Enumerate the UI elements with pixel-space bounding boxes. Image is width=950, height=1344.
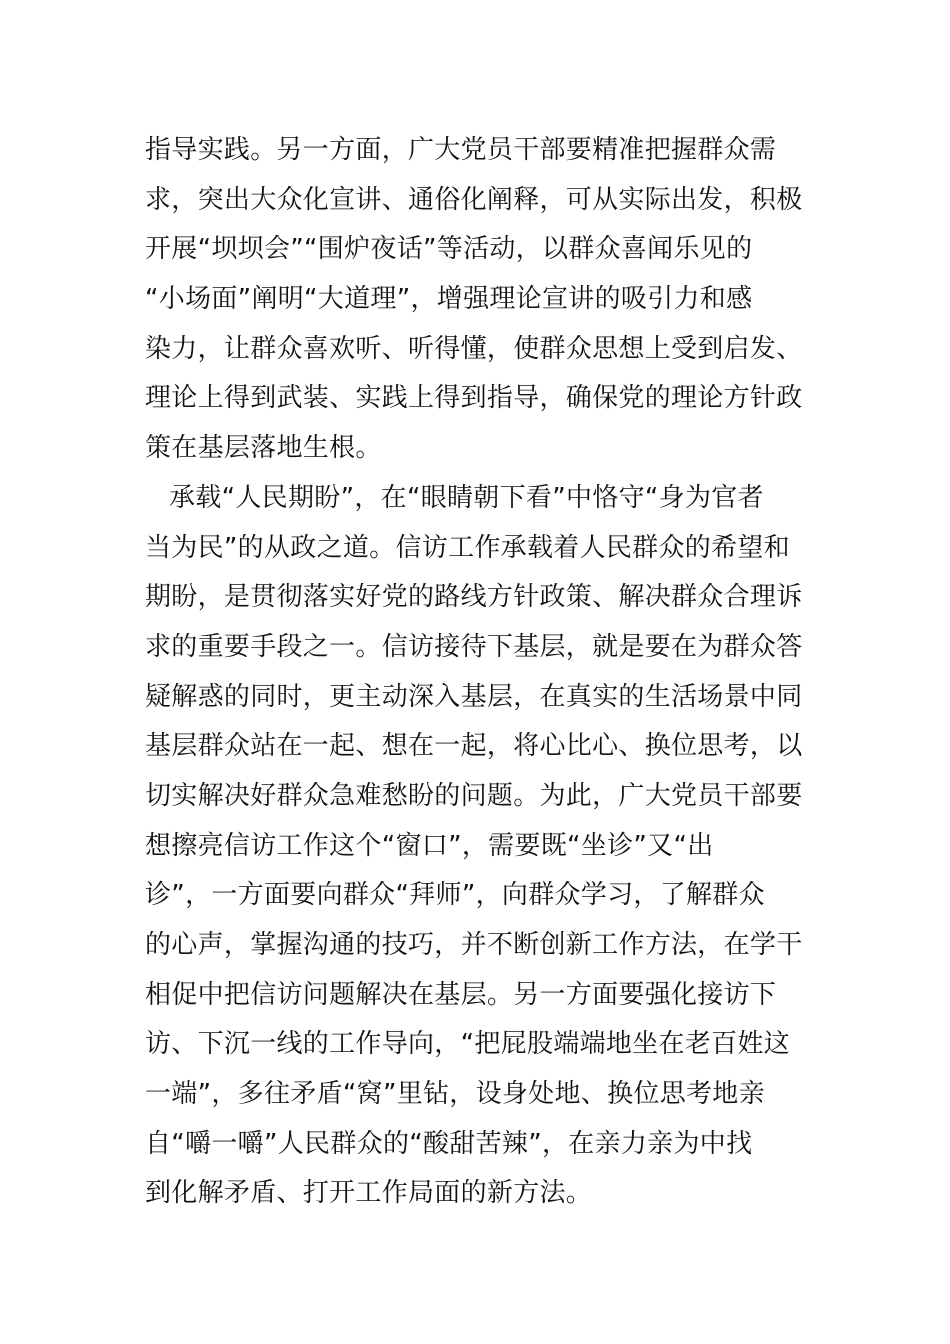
body-text (145, 126, 807, 1219)
text-line: 的心声，掌握沟通的技巧，并不断创新工作方法，在学干 (145, 930, 803, 960)
text-line: 理论上得到武装、实践上得到指导，确保党的理论方针政 (145, 383, 803, 414)
text-line: 想擦亮信访工作这个“窗口”，需要既“坐诊”又“出 (145, 830, 714, 861)
text-line: 求，突出大众化宣讲、通俗化阐释，可从实际出发，积极 (145, 184, 803, 215)
text-line: 诊”，一方面要向群众“拜师”，向群众学习，了解群众 (145, 880, 765, 911)
text-line: 策在基层落地生根。 (145, 433, 382, 464)
text-line: 指导实践。另一方面，广大党员干部要精准把握群众需 (145, 135, 777, 165)
text-line: 开展“坝坝会”“围炉夜话”等活动，以群众喜闻乐见的 (145, 234, 753, 265)
text-line: 访、下沉一线的工作导向，“把屁股端端地坐在老百姓这 (145, 1029, 790, 1060)
text-line: 疑解惑的同时，更主动深入基层，在真实的生活场景中同 (145, 681, 803, 712)
text-line: “小场面”阐明“大道理”，增强理论宣讲的吸引力和感 (145, 284, 753, 315)
text-line: 一端”，多往矛盾“窝”里钻，设身处地、换位思考地亲 (145, 1079, 765, 1110)
text-line: 基层群众站在一起、想在一起，将心比心、换位思考，以 (145, 731, 803, 762)
text-line: 相促中把信访问题解决在基层。另一方面要强化接访下 (145, 979, 777, 1010)
text-line: 承载“人民期盼”，在“眼睛朝下看”中恪守“身为官者 (169, 482, 764, 513)
text-line: 当为民”的从政之道。信访工作承载着人民群众的希望和 (145, 532, 790, 563)
text-line: 染力，让群众喜欢听、听得懂，使群众思想上受到启发、 (145, 333, 803, 364)
text-line: 到化解矛盾、打开工作局面的新方法。 (145, 1178, 593, 1209)
text-line: 自“嚼一嚼”人民群众的“酸甜苦辣”，在亲力亲为中找 (145, 1128, 753, 1159)
text-line: 切实解决好群众急难愁盼的问题。为此，广大党员干部要 (145, 780, 803, 811)
paragraph-2 (145, 474, 807, 1219)
text-line: 期盼，是贯彻落实好党的路线方针政策、解决群众合理诉 (145, 582, 803, 613)
paragraph-1 (145, 126, 807, 474)
text-line: 求的重要手段之一。信访接待下基层，就是要在为群众答 (145, 631, 803, 662)
